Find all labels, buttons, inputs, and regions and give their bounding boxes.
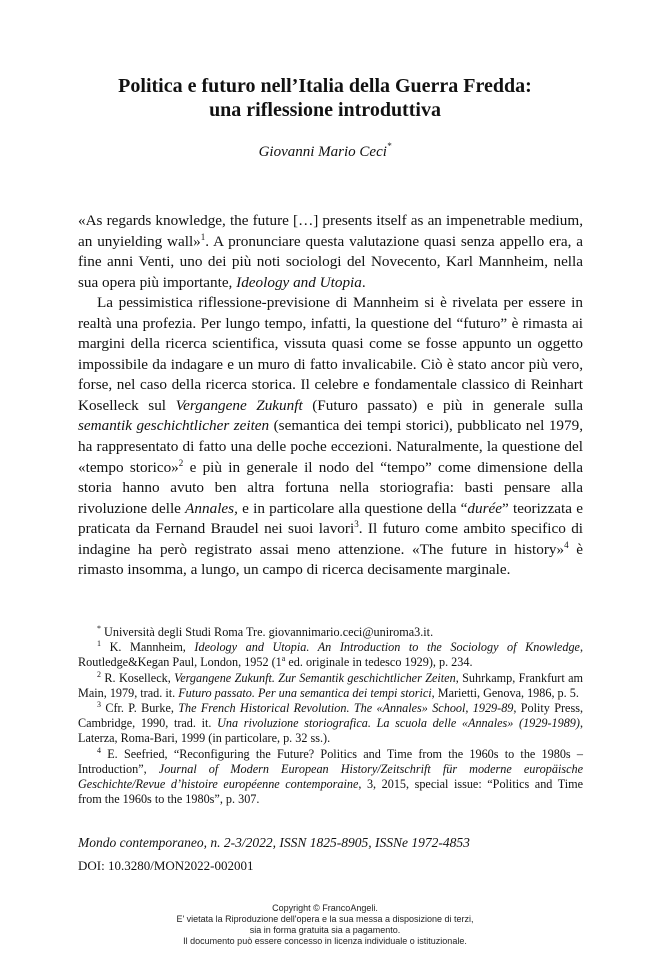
copyright-line: Copyright © FrancoAngeli. (272, 903, 378, 913)
footnote-reference: 3 (97, 700, 101, 710)
text-run: K. Mannheim, (101, 640, 195, 655)
italic-text: Futuro passato. Per una semantica dei tempi storici (178, 685, 432, 700)
italic-text: Journal of Modern European History/Zeitschrift für moderne europäische Geschichte/Revue d’histoire européenne contemporaine (78, 761, 583, 792)
footnote-reference: 4 (97, 745, 101, 755)
title-line-2: una riflessione introduttiva (209, 99, 441, 121)
text-run: , 3, 2015, special issue: “Politics and Time from the 1960s to the 1980s”, p. 307. (78, 777, 583, 807)
text-run: . (361, 273, 366, 291)
footnotes (78, 625, 583, 807)
text-run: «As regards knowledge, the future […] presents itself as an impenetrable medium, an unyielding wall» (78, 212, 583, 250)
italic-text: The French Historical Revolution. The «Annales» School, 1929-89 (178, 701, 514, 716)
text-run: (semantica dei tempi storici), pubblicato nel 1979, ha rappresentato di fatto una delle poche eccezioni. Naturalmente, la questione del «tempo storico» (78, 417, 583, 476)
italic-text: Ideology and Utopia (236, 273, 362, 291)
article-body (78, 211, 583, 581)
text-run: , Routledge&Kegan Paul, London, 1952 (1 (78, 640, 583, 670)
footnote-reference: 3 (354, 519, 359, 530)
text-run: E. Seefried, “Reconfiguring the Future? Politics and Time from the 1960s to the 1980s – Introduction”, (78, 746, 583, 776)
footnote-reference: 2 (178, 457, 184, 468)
author-name: Giovanni Mario Ceci (258, 144, 387, 160)
italic-text: Vergangene Zukunft. Zur Semantik geschichtlicher Zeiten (174, 670, 456, 685)
text-run: La pessimistica riflessione-previsione di Mannheim si è rivelata per essere in realtà una profezia. Per lungo tempo, infatti, la questione del “futuro” è rimasta ai margini della ricerca scientifica, vissuta quasi come se fosse appunto un oggetto impossibile da indagare e un muro di fatto invalicabile. Ciò è stato ancor più vero, forse, nel caso della ricerca storica. Il celebre e fondamentale classico di Reinhart Koselleck sul (78, 294, 583, 414)
journal-citation: Mondo contemporaneo, n. 2-3/2022, ISSN 1825-8905, ISSNe 1972-4853 (78, 835, 470, 850)
italic-text: durée (467, 499, 503, 517)
italic-text: semantik geschichtlicher zeiten (78, 417, 270, 435)
author-line (60, 142, 590, 162)
text-run: , Laterza, Roma-Bari, 1999 (in particolare, p. 32 ss.). (78, 716, 584, 746)
footnote-reference: * (97, 624, 101, 633)
footnote-reference: 4 (564, 539, 569, 550)
footnote-reference: 1 (97, 639, 101, 649)
text-run: Cfr. P. Burke, (101, 701, 179, 716)
italic-text: Una rivoluzione storiografica. La scuola delle «Annales» (1929-1989) (217, 716, 580, 731)
text-run: R. Koselleck, (101, 670, 175, 685)
text-run: e più in generale il nodo del “tempo” come dimensione della storia hanno avuto ben altra fortuna nella storiografia: basti pensare alla rivoluzione delle (78, 458, 584, 517)
title-line-1: Politica e futuro nell’Italia della Guerra Fredda: (118, 75, 532, 97)
footnote (78, 625, 583, 640)
copyright-line: Il documento può essere concesso in licenza individuale o istituzionale. (183, 936, 467, 946)
text-run: . Il futuro come ambito specifico di indagine ha però registrato assai meno attenzione. «The future in history» (78, 520, 584, 558)
footnote-reference: 1 (200, 231, 206, 242)
footnote-reference: a (281, 654, 286, 664)
italic-text: Vergangene Zukunft (175, 396, 303, 414)
text-run: ” teorizzata e praticata da Fernand Braudel nei suoi lavori (78, 499, 583, 538)
author-footnote-mark: * (386, 141, 392, 151)
body-paragraph (78, 293, 583, 581)
footnote-reference: 2 (97, 669, 101, 679)
copyright-line: E' vietata la Riproduzione dell'opera e la sua messa a disposizione di terzi, (176, 914, 474, 924)
copyright-notice (100, 903, 550, 947)
italic-text: Annales, (185, 499, 238, 517)
text-run: ed. originale in tedesco 1929), p. 234. (285, 655, 473, 670)
text-run: e in particolare alla questione della “ (237, 499, 468, 517)
text-run: è rimasto insomma, a lungo, un campo di ricerca decisamente marginale. (78, 540, 583, 579)
text-run: . A pronunciare questa valutazione quasi senza appello era, a fine anni Venti, uno dei più noti sociologi del Novecento, Karl Mannheim, nella sua opera più importante, (78, 232, 583, 291)
body-paragraph (78, 211, 583, 293)
footnote (78, 701, 583, 747)
text-run: , Polity Press, Cambridge, 1990, trad. it. (78, 701, 583, 731)
doi-line: DOI: 10.3280/MON2022-002001 (78, 858, 254, 873)
text-run: , Suhrkamp, Frankfurt am Main, 1979, trad. it. (78, 670, 583, 700)
footnote (78, 671, 583, 701)
copyright-line: sia in forma gratuita sia a pagamento. (249, 925, 401, 935)
text-run: , Marietti, Genova, 1986, p. 5. (431, 685, 579, 700)
italic-text: Ideology and Utopia. An Introduction to the Sociology of Knowledge (194, 640, 580, 655)
footnote (78, 640, 583, 670)
text-run: Università degli Studi Roma Tre. giovannimario.ceci@uniroma3.it. (101, 625, 434, 639)
footnote (78, 747, 583, 808)
article-title (60, 74, 590, 122)
text-run: (Futuro passato) e più in generale sulla (302, 396, 584, 414)
